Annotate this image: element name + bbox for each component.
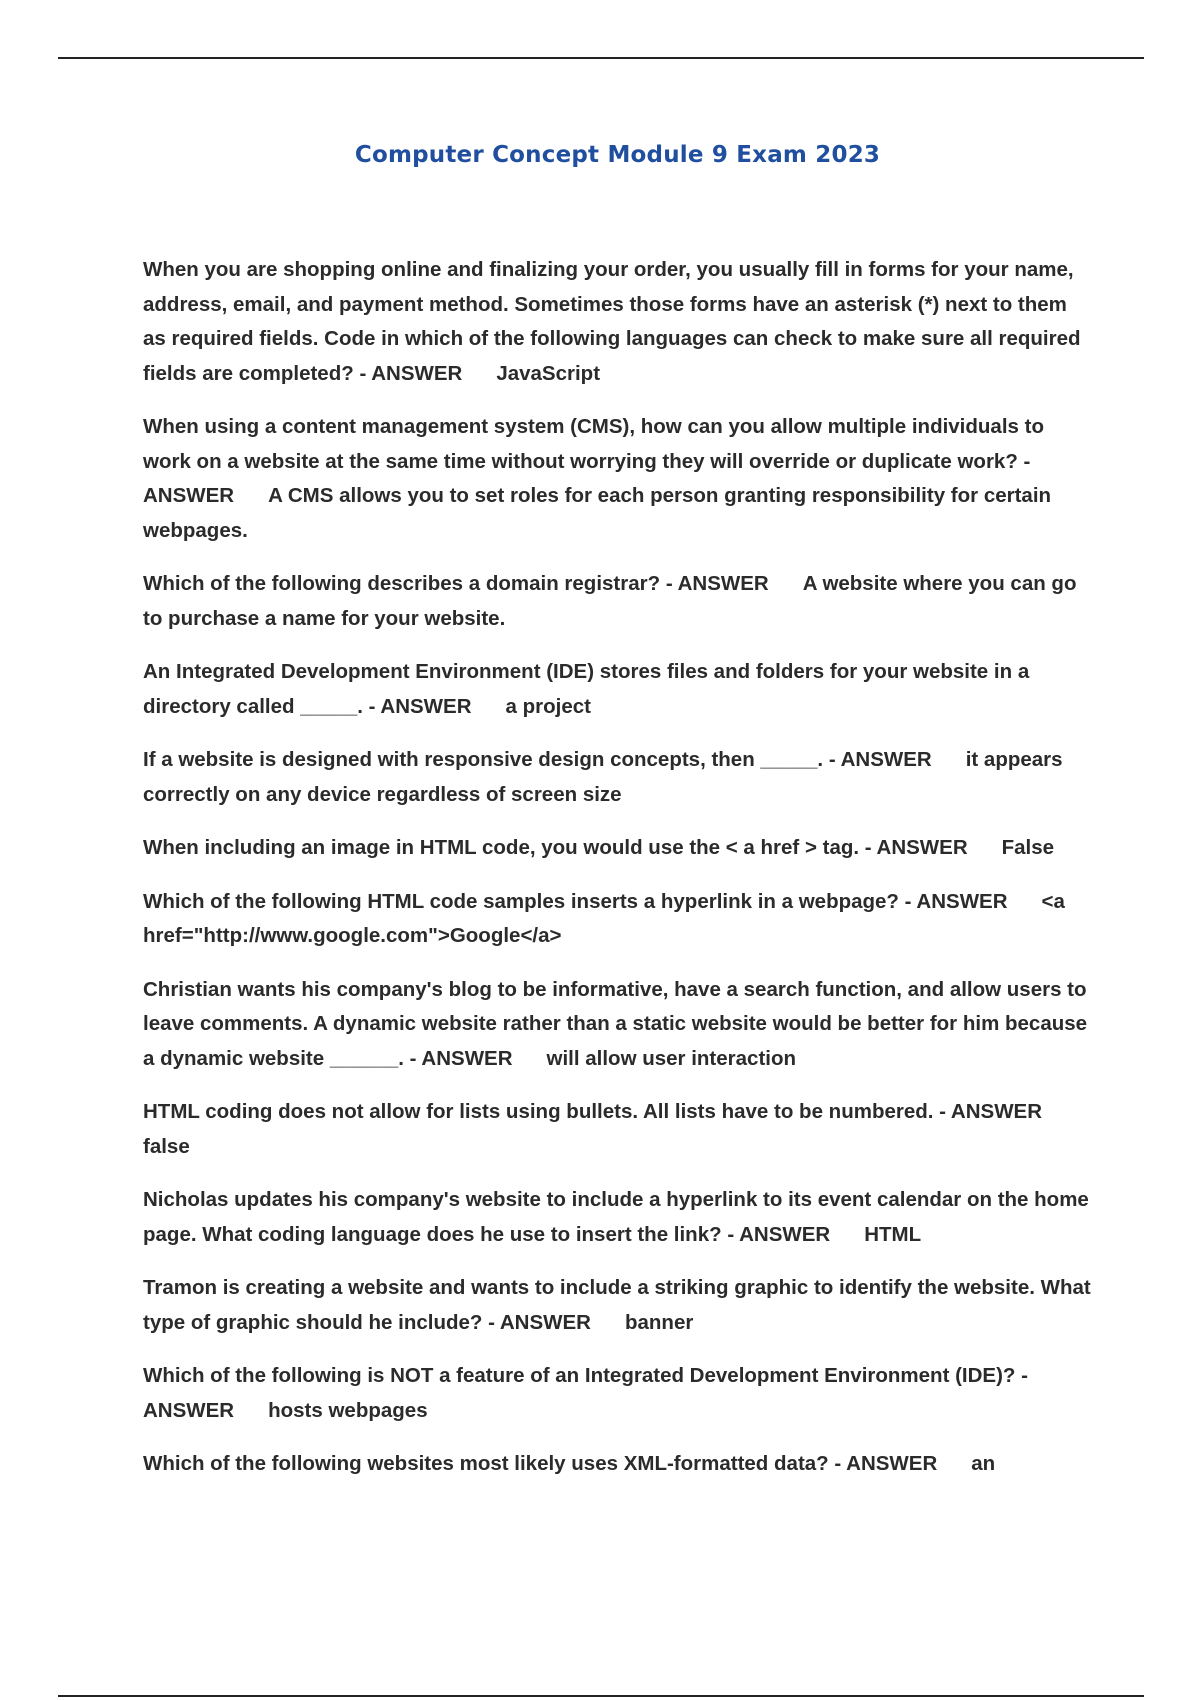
- answer-text: A website where you can go to purchase a name for your website.: [143, 572, 1077, 630]
- question-text: Which of the following describes a domain registrar? - ANSWER: [143, 572, 769, 595]
- answer-text: it appears correctly on any device regardless of screen size: [143, 748, 1063, 806]
- page-title: Computer Concept Module 9 Exam 2023: [354, 142, 881, 168]
- answer-text: false: [143, 1134, 190, 1158]
- question-text: Nicholas updates his company's website to include a hyperlink to its event calendar on the home page. What coding language does he use to insert the link? - ANSWER: [143, 1188, 1089, 1246]
- question-text: If a website is designed with responsive design concepts, then _____. - ANSWER: [143, 748, 932, 771]
- answer-text: False: [1001, 836, 1055, 859]
- answer-text: <a href="http://www.google.com">Google</a>: [143, 889, 1065, 947]
- answer-text: will allow user interaction: [546, 1046, 797, 1070]
- question-text: Christian wants his company's blog to be informative, have a search function, and allow users to leave comments. A dynamic website rather than a static website would be better for him because a dynamic website ______. - ANSWER: [143, 977, 1088, 1070]
- question-text: HTML coding does not allow for lists using bullets. All lists have to be numbered. - ANSWER: [143, 1100, 1043, 1123]
- answer-text: an: [971, 1452, 996, 1475]
- question-text: Tramon is creating a website and wants to include a striking graphic to identify the website. What type of graphic should he include? - ANSWER: [143, 1276, 1091, 1334]
- qa-item: [143, 1095, 1093, 1164]
- answer-text: A CMS allows you to set roles for each person granting responsibility for certain webpages.: [143, 484, 1052, 542]
- answer-text: a project: [505, 694, 591, 718]
- qa-item: [143, 655, 1093, 724]
- qa-item: [143, 885, 1093, 954]
- question-text: Which of the following is NOT a feature of an Integrated Development Environment (IDE)? - ANSWER: [143, 1364, 1028, 1422]
- answer-text: banner: [624, 1310, 694, 1334]
- bottom-divider: [58, 1695, 1144, 1697]
- answer-text: HTML: [864, 1222, 922, 1246]
- question-text: Which of the following websites most likely uses XML-formatted data? - ANSWER: [143, 1452, 938, 1475]
- question-text: Which of the following HTML code samples inserts a hyperlink in a webpage? - ANSWER: [143, 889, 1008, 913]
- top-divider: [58, 57, 1144, 59]
- answer-text: hosts webpages: [268, 1398, 428, 1422]
- qa-item: [143, 1359, 1093, 1428]
- question-text: When using a content management system (CMS), how can you allow multiple individuals to work on a website at the same time without worrying they will override or duplicate work? - ANSWER: [143, 415, 1044, 507]
- qa-item: [143, 253, 1093, 391]
- qa-item: [143, 1447, 1093, 1482]
- question-text: When including an image in HTML code, you would use the < a href > tag. - ANSWER: [143, 836, 968, 859]
- qa-item: [143, 743, 1093, 812]
- qa-item: [143, 831, 1093, 866]
- qa-item: [143, 973, 1093, 1077]
- qa-item: [143, 567, 1093, 636]
- question-text: An Integrated Development Environment (IDE) stores files and folders for your website in a directory called _____. - ANSWER: [143, 660, 1030, 718]
- qa-item: [143, 410, 1093, 548]
- qa-item: [143, 1271, 1093, 1340]
- answer-text: JavaScript: [496, 361, 601, 385]
- qa-item: [143, 1183, 1093, 1252]
- question-list: [143, 253, 1093, 1501]
- question-text: When you are shopping online and finalizing your order, you usually fill in forms for your name, address, email, and payment method. Sometimes those forms have an asterisk (*) next to them as required fields. Code in which of the following languages can check to make sure all required fields are completed? - ANSWER: [143, 258, 1081, 385]
